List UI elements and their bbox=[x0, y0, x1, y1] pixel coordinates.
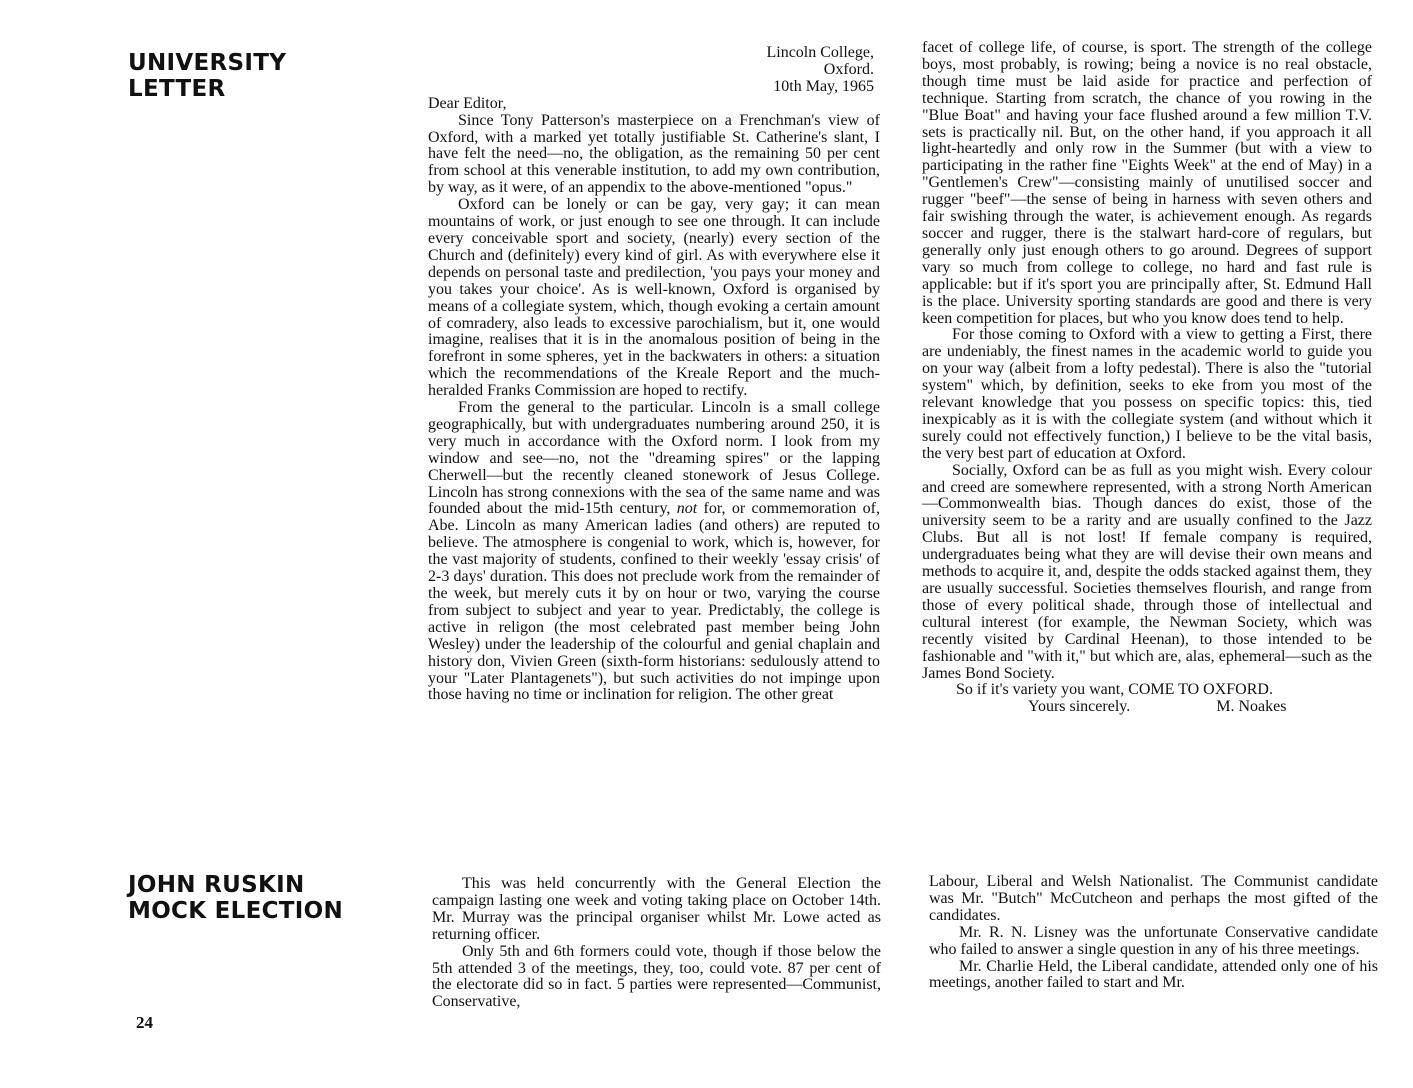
address-line: Lincoln College, bbox=[766, 44, 874, 61]
paragraph: Oxford can be lonely or can be gay, very gay; it can mean mountains of work, or just enough to see one through. It can include every conceivable sport and society, (nearly) every section of the Church and (definitely) every kind of girl. As with everywhere else it depends on personal taste and predilection, 'you pays your money and you takes your choice'. As is well-known, Oxford is organised by means of a collegiate system, which, though evoking a certain amount of comradery, also leads to excessive parochialism, but it, one would imagine, realises that it is in the anomalous position of being in the forefront in some spheres, yet in the backwaters in others: a situation which the recommendations of the Kreale Report and the much-heralded Franks Commission are hoped to rectify. bbox=[428, 196, 880, 400]
paragraph: This was held concurrently with the General Election the campaign lasting one week and voting taking place on October 14th. Mr. Murray was the principal organiser whilst Mr. Lowe acted as returning officer. bbox=[432, 875, 881, 943]
closing-line: So if it's variety you want, COME TO OXFORD. bbox=[956, 681, 1273, 699]
letter-address bbox=[428, 45, 880, 96]
paragraph: Only 5th and 6th formers could vote, though if those below the 5th attended 3 of the meetings, they, too, could vote. 87 per cent of the electorate did so in fact. 5 parties were represented—Communist, Conservative, bbox=[432, 942, 881, 1011]
page-number: 24 bbox=[136, 1013, 153, 1032]
paragraph-continued: facet of college life, of course, is sport. The strength of the college boys, most probably, is rowing; being a novice is no real obstacle, though time must be laid aside for practice and perfection of technique. Starting from scratch, the chance of you rowing in the "Blue Boat" and having your face flushed around a few million T.V. sets is practically nil. But, on the other hand, if you approach it all light-heartedly and only row in the Summer (but with a view to participating in the rather fine "Eights Week" at the end of May) in a "Gentlemen's Crew"—consisting mainly of unutilised soccer and rugger "beef"—the sense of being in harness with seven others and fair swishing through the water, is achievement enough. As regards soccer and rugger, there is the stalwart hard-core of regulars, but generally only just enough others to go around. Degrees of support vary so much from college to college, no hard and fast rule is applicable: but if it's sport you are principally after, St. Edmund Hall is the place. University sporting standards are good and there is very keen competition for places, but who you know does tend to help. bbox=[922, 39, 1372, 327]
election-column-2 bbox=[929, 874, 1378, 992]
valediction-line bbox=[956, 699, 1372, 716]
heading-line: UNIVERSITY bbox=[128, 50, 287, 76]
italic-emphasis: not bbox=[676, 500, 698, 518]
valediction: Yours sincerely. bbox=[1028, 698, 1131, 716]
paragraph: Socially, Oxford can be as full as you might wish. Every colour and creed are somewhere represented, with a strong North American—Commonwealth bias. Though dances do exist, those of the university seem to be a rarity and are usually confined to the Jazz Clubs. But all is not lost! If female company is required, undergraduates being what they are will devise their own means and methods to acquire it, and, despite the odds stacked against them, they are usually successful. Societies themselves flourish, and range from those of every political shade, through those of intellectual and cultural interest (for example, the Newman Society, which was recently visited by Cardinal Heenan), to those intended to be fashionable and "with it," but which are, alas, ephemeral—such as the James Bond Society. bbox=[922, 461, 1372, 682]
heading-line: MOCK ELECTION bbox=[128, 898, 344, 924]
address-date: 10th May, 1965 bbox=[773, 77, 874, 95]
election-column-1 bbox=[432, 876, 881, 1011]
letter-column-2 bbox=[922, 40, 1372, 716]
article-heading-mock-election bbox=[128, 872, 343, 924]
paragraph-lincoln bbox=[428, 400, 880, 704]
paragraph: Mr. R. N. Lisney was the unfortunate Conservative candidate who failed to answer a single question in any of his three meetings. bbox=[929, 923, 1378, 958]
paragraph: Mr. Charlie Held, the Liberal candidate, attended only one of his meetings, another failed to start and Mr. bbox=[929, 957, 1378, 992]
text-run: for, or commemoration of, Abe. Lincoln as many American ladies (and others) are reputed to believe. The atmosphere is congenial to work, which is, however, for the vast majority of students, confined to their weekly 'essay crisis' of 2-3 days' duration. This does not preclude work from the remainder of the week, but merely cuts it by on hour or two, varying the course from subject to subject and year to year. Predictably, the college is active in religon (the most celebrated past member being John Wesley) under the leadership of the colourful and genial chaplain and history don, Vivien Green (sixth-form historians: sedulously attend to your "Later Plantagenets"), but such activities do not impinge upon those having no time or inclination for religion. The other great bbox=[428, 500, 881, 704]
article-heading-university-letter bbox=[128, 50, 286, 102]
paragraph-continued: Labour, Liberal and Welsh Nationalist. The Communist candidate was Mr. "Butch" McCutcheon and perhaps the most gifted of the candidates. bbox=[929, 873, 1378, 924]
heading-line: JOHN RUSKIN bbox=[128, 872, 305, 898]
signature: M. Noakes bbox=[1216, 698, 1287, 716]
letter-signoff bbox=[956, 682, 1372, 716]
paragraph: For those coming to Oxford with a view to getting a First, there are undeniably, the finest names in the academic world to guide you on your way (albeit from a lofty pedestal). There is also the "tutorial system" which, by definition, seeks to eke from you most of the relevant knowledge that you possess on specific topics: this, tied inexpicably as it is with the collegiate system (and without which it surely could not effectively function,) I believe to be the vital basis, the very best part of education at Oxford. bbox=[922, 326, 1372, 462]
salutation: Dear Editor, bbox=[428, 94, 507, 112]
address-line: Oxford. bbox=[823, 60, 874, 78]
heading-line: LETTER bbox=[128, 76, 226, 102]
paragraph: Since Tony Patterson's masterpiece on a Frenchman's view of Oxford, with a marked yet totally justifiable St. Catherine's slant, I have felt the need—no, the obligation, as the remaining 50 per cent from school at this venerable institution, to add my own contribution, by way, as it were, of an appendix to the above-mentioned "opus." bbox=[428, 111, 880, 197]
text-run: From the general to the particular. Lincoln is a small college geographically, but with undergraduates numbering around 250, it is very much in accordance with the Oxford norm. I look from my window and see—no, not the "dreaming spires" or the lapping Cherwell—but the recently cleaned stonework of Jesus College. Lincoln has strong connexions with the sea of the same name and was founded about the mid-15th century, bbox=[428, 399, 880, 518]
letter-column-1 bbox=[428, 45, 880, 704]
